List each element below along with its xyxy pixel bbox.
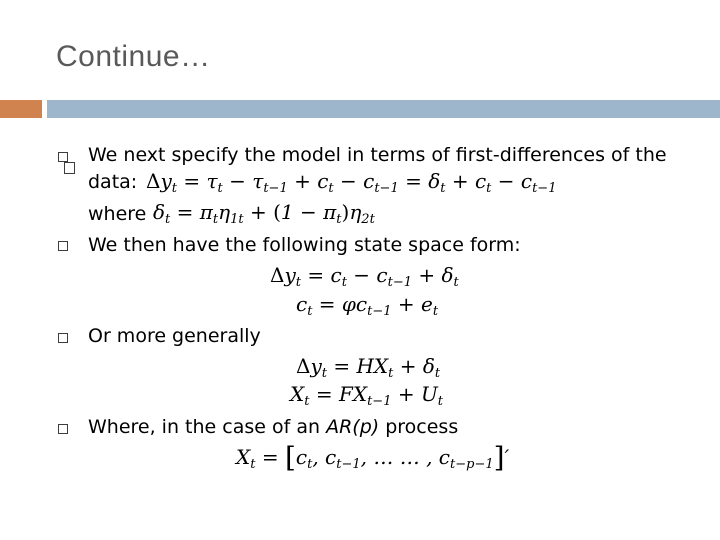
bullet-square-icon (58, 241, 68, 251)
bullet-1-line2-prefix: data: (88, 171, 138, 193)
bullet-4-text (88, 415, 458, 439)
equation-ar-state-vector: $X_t = [c_t$, $c_{t-1}$, … … , $c_{t-p-1}]'$ (236, 441, 510, 474)
bullet-1-line3-prefix: where (88, 203, 147, 225)
bullet-4-prefix: Where, in the case of an (88, 416, 321, 438)
bullet-4-ar-p: AR(p) (326, 416, 380, 438)
title-accent-bar (0, 100, 42, 118)
title-rule-bar (47, 100, 720, 118)
bullet-square-icon (64, 162, 75, 174)
bullet-1-text: We next specify the model in terms of first-differences of the (88, 144, 667, 166)
equation-general-x: $X_t = FX_{t-1} + U_t$ (290, 382, 444, 409)
equation-general-delta-y: $\Delta y_t = HX_t + \delta_t$ (296, 354, 441, 381)
bullet-square-icon (58, 333, 68, 343)
equation-state-delta-y: $\Delta y_t = c_t - c_{t-1} + \delta_t$ (270, 263, 459, 290)
bullet-3-text: Or more generally (88, 325, 261, 347)
equation-delta-definition: $\delta_t = \pi_t\eta_{1t} + (1 - \pi_t)\eta_{2t}$ (153, 200, 375, 227)
equation-delta-y-expansion: $\Delta y_t = \tau_t - \tau_{t-1} + c_t - c_{t-1} = \delta_t + c_t - c_{t-1}$ (146, 169, 557, 196)
bullet-2-text: We then have the following state space form: (88, 234, 521, 256)
equation-state-c: $c_t = \varphi c_{t-1} + e_t$ (296, 292, 439, 319)
bullet-square-icon (58, 424, 68, 434)
bullet-4-suffix: process (385, 416, 459, 438)
slide-title: Continue… (56, 40, 211, 73)
bullet-square-icon (58, 152, 68, 162)
